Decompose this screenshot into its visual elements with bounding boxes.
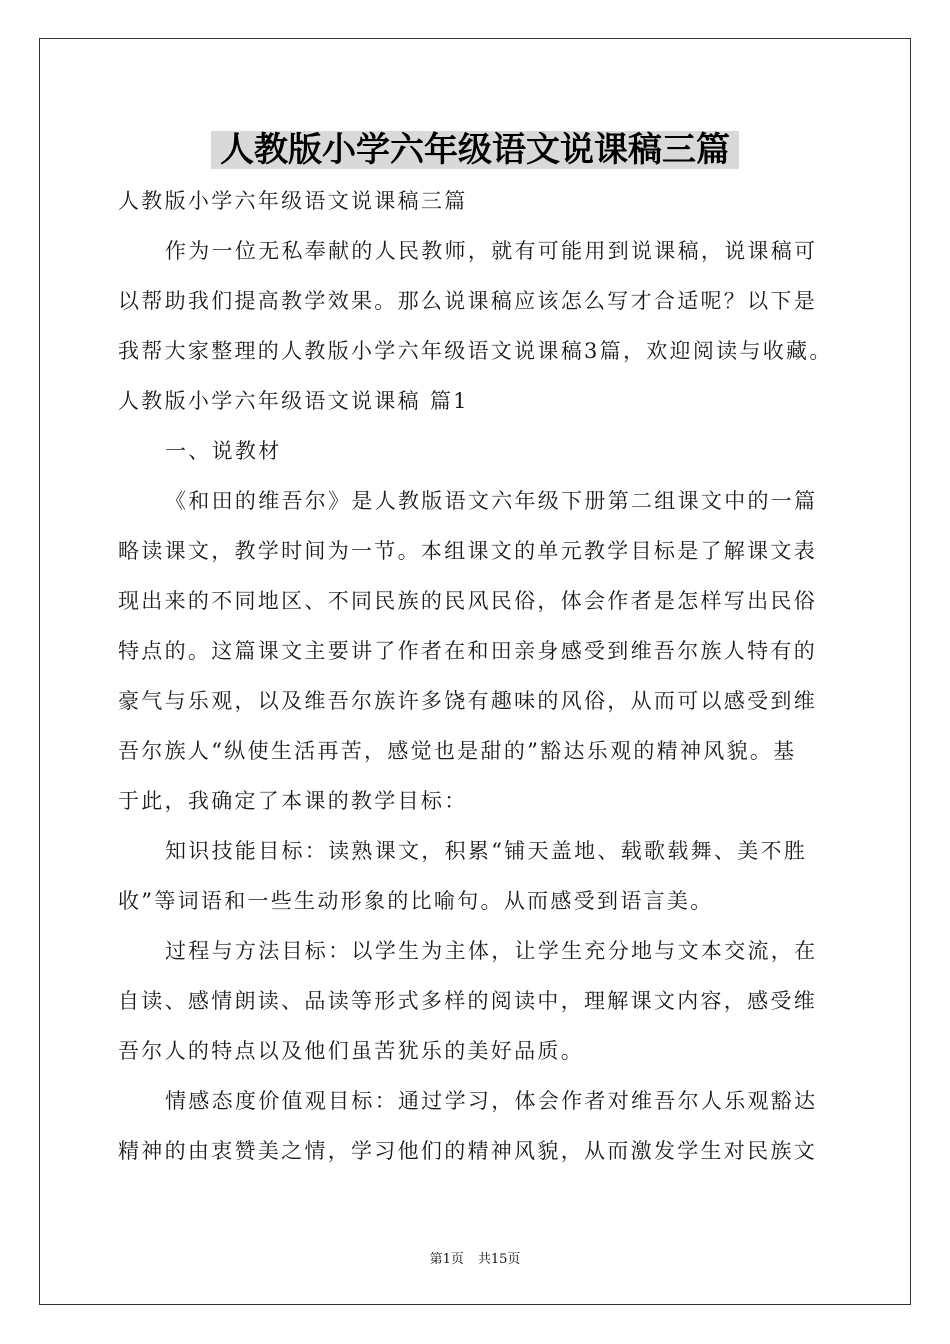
section-heading: 人教版小学六年级语文说课稿 篇1 <box>118 389 469 413</box>
paragraph-line: 作为一位无私奉献的人民教师，就有可能用到说课稿，说课稿可 <box>165 239 818 263</box>
subsection-heading: 一、说教材 <box>165 439 282 463</box>
paragraph-line: 豪气与乐观，以及维吾尔族许多饶有趣味的风俗，从而可以感受到维 <box>118 689 817 713</box>
subtitle-line: 人教版小学六年级语文说课稿三篇 <box>118 189 468 213</box>
paragraph-line: 以帮助我们提高教学效果。那么说课稿应该怎么写才合适呢？以下是 <box>118 289 817 313</box>
page-total: 共15页 <box>477 1252 521 1267</box>
paragraph-line: 收”等词语和一些生动形象的比喻句。从而感受到语言美。 <box>118 889 714 913</box>
paragraph-line: 情感态度价值观目标：通过学习，体会作者对维吾尔人乐观豁达 <box>165 1089 818 1113</box>
page-footer <box>0 1248 950 1267</box>
paragraph-line: 精神的由衷赞美之情，学习他们的精神风貌，从而激发学生对民族文 <box>118 1139 817 1163</box>
paragraph-line: 略读课文，教学时间为一节。本组课文的单元教学目标是了解课文表 <box>118 539 817 563</box>
paragraph-line: 吾尔族人“纵使生活再苦，感觉也是甜的”豁达乐观的精神风貌。基 <box>118 739 797 763</box>
paragraph-line: 《和田的维吾尔》是人教版语文六年级下册第二组课文中的一篇 <box>165 489 818 513</box>
paragraph-line: 自读、感情朗读、品读等形式多样的阅读中，理解课文内容，感受维 <box>118 989 817 1013</box>
paragraph-line: 知识技能目标：读熟课文，积累“铺天盖地、载歌载舞、美不胜 <box>165 839 808 863</box>
paragraph-line: 现出来的不同地区、不同民族的民风民俗，体会作者是怎样写出民俗 <box>118 589 817 613</box>
paragraph-line: 吾尔人的特点以及他们虽苦犹乐的美好品质。 <box>118 1039 584 1063</box>
paragraph-line: 特点的。这篇课文主要讲了作者在和田亲身感受到维吾尔族人特有的 <box>118 639 817 663</box>
paragraph-line: 我帮大家整理的人教版小学六年级语文说课稿3篇，欢迎阅读与收藏。 <box>118 339 833 363</box>
page-number: 第1页 <box>429 1252 464 1267</box>
paragraph-line: 过程与方法目标：以学生为主体，让学生充分地与文本交流，在 <box>165 939 818 963</box>
document-title: 人教版小学六年级语文说课稿三篇 <box>211 131 739 169</box>
paragraph-line: 于此，我确定了本课的教学目标： <box>118 789 468 813</box>
